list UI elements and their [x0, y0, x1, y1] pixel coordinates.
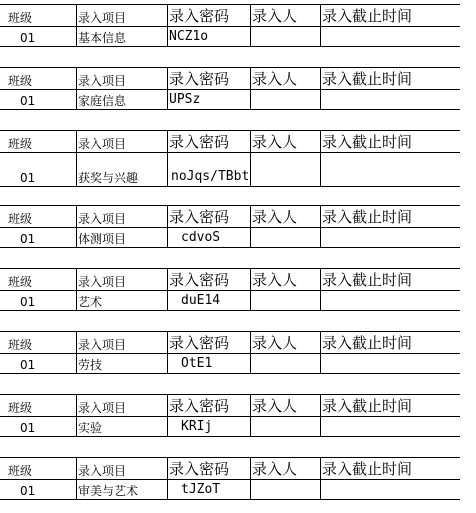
code-header: 录入密码	[169, 133, 230, 151]
item-name: 审美与艺术	[78, 484, 139, 498]
entry-code: noJqs/TBbt	[171, 169, 250, 184]
code-header: 录入密码	[169, 70, 230, 88]
person-header: 录入人	[252, 70, 298, 88]
data-bottom-border	[0, 310, 460, 311]
deadline-header: 录入截止时间	[322, 7, 413, 25]
class-header: 班级	[8, 137, 33, 151]
entry-code: KRIj	[181, 419, 213, 434]
person-header: 录入人	[252, 271, 298, 289]
person-header: 录入人	[252, 460, 298, 478]
class-header: 班级	[8, 74, 33, 88]
class-number: 01	[20, 295, 36, 309]
person-header: 录入人	[252, 133, 298, 151]
entry-code: duE14	[181, 293, 221, 308]
entry-code: NCZ1o	[169, 29, 209, 44]
data-bottom-border	[0, 499, 460, 500]
entry-code: cdvoS	[181, 230, 221, 245]
data-bottom-border	[0, 186, 460, 187]
item-header: 录入项目	[78, 212, 127, 226]
code-header: 录入密码	[169, 7, 230, 25]
entry-code: tJZoT	[181, 482, 221, 497]
data-bottom-border	[0, 373, 460, 374]
deadline-header: 录入截止时间	[322, 460, 413, 478]
code-header: 录入密码	[169, 208, 230, 226]
code-header: 录入密码	[169, 334, 230, 352]
data-bottom-border	[0, 436, 460, 437]
deadline-header: 录入截止时间	[322, 334, 413, 352]
class-number: 01	[20, 421, 36, 435]
person-header: 录入人	[252, 7, 298, 25]
entry-code: OtE1	[181, 356, 213, 371]
item-name: 家庭信息	[78, 94, 127, 108]
item-name: 获奖与兴趣	[78, 171, 139, 185]
person-header: 录入人	[252, 397, 298, 415]
deadline-header: 录入截止时间	[322, 271, 413, 289]
deadline-header: 录入截止时间	[322, 208, 413, 226]
data-bottom-border	[0, 247, 460, 248]
class-header: 班级	[8, 212, 33, 226]
class-number: 01	[20, 94, 36, 108]
data-bottom-border	[0, 46, 460, 47]
item-name: 劳技	[78, 358, 103, 372]
item-header: 录入项目	[78, 11, 127, 25]
deadline-header: 录入截止时间	[322, 70, 413, 88]
class-header: 班级	[8, 275, 33, 289]
code-header: 录入密码	[169, 271, 230, 289]
class-number: 01	[20, 232, 36, 246]
class-number: 01	[20, 171, 36, 185]
class-header: 班级	[8, 464, 33, 478]
data-bottom-border	[0, 109, 460, 110]
item-header: 录入项目	[78, 74, 127, 88]
person-header: 录入人	[252, 334, 298, 352]
item-name: 艺术	[78, 295, 103, 309]
class-number: 01	[20, 484, 36, 498]
item-name: 体测项目	[78, 232, 127, 246]
deadline-header: 录入截止时间	[322, 133, 413, 151]
item-header: 录入项目	[78, 275, 127, 289]
item-header: 录入项目	[78, 464, 127, 478]
class-header: 班级	[8, 401, 33, 415]
deadline-header: 录入截止时间	[322, 397, 413, 415]
code-header: 录入密码	[169, 397, 230, 415]
item-header: 录入项目	[78, 401, 127, 415]
class-header: 班级	[8, 338, 33, 352]
item-name: 基本信息	[78, 31, 127, 45]
class-number: 01	[20, 31, 36, 45]
item-header: 录入项目	[78, 338, 127, 352]
item-name: 实验	[78, 421, 103, 435]
entry-code: UPSz	[169, 92, 201, 107]
class-number: 01	[20, 358, 36, 372]
item-header: 录入项目	[78, 137, 127, 151]
class-header: 班级	[8, 11, 33, 25]
code-header: 录入密码	[169, 460, 230, 478]
person-header: 录入人	[252, 208, 298, 226]
